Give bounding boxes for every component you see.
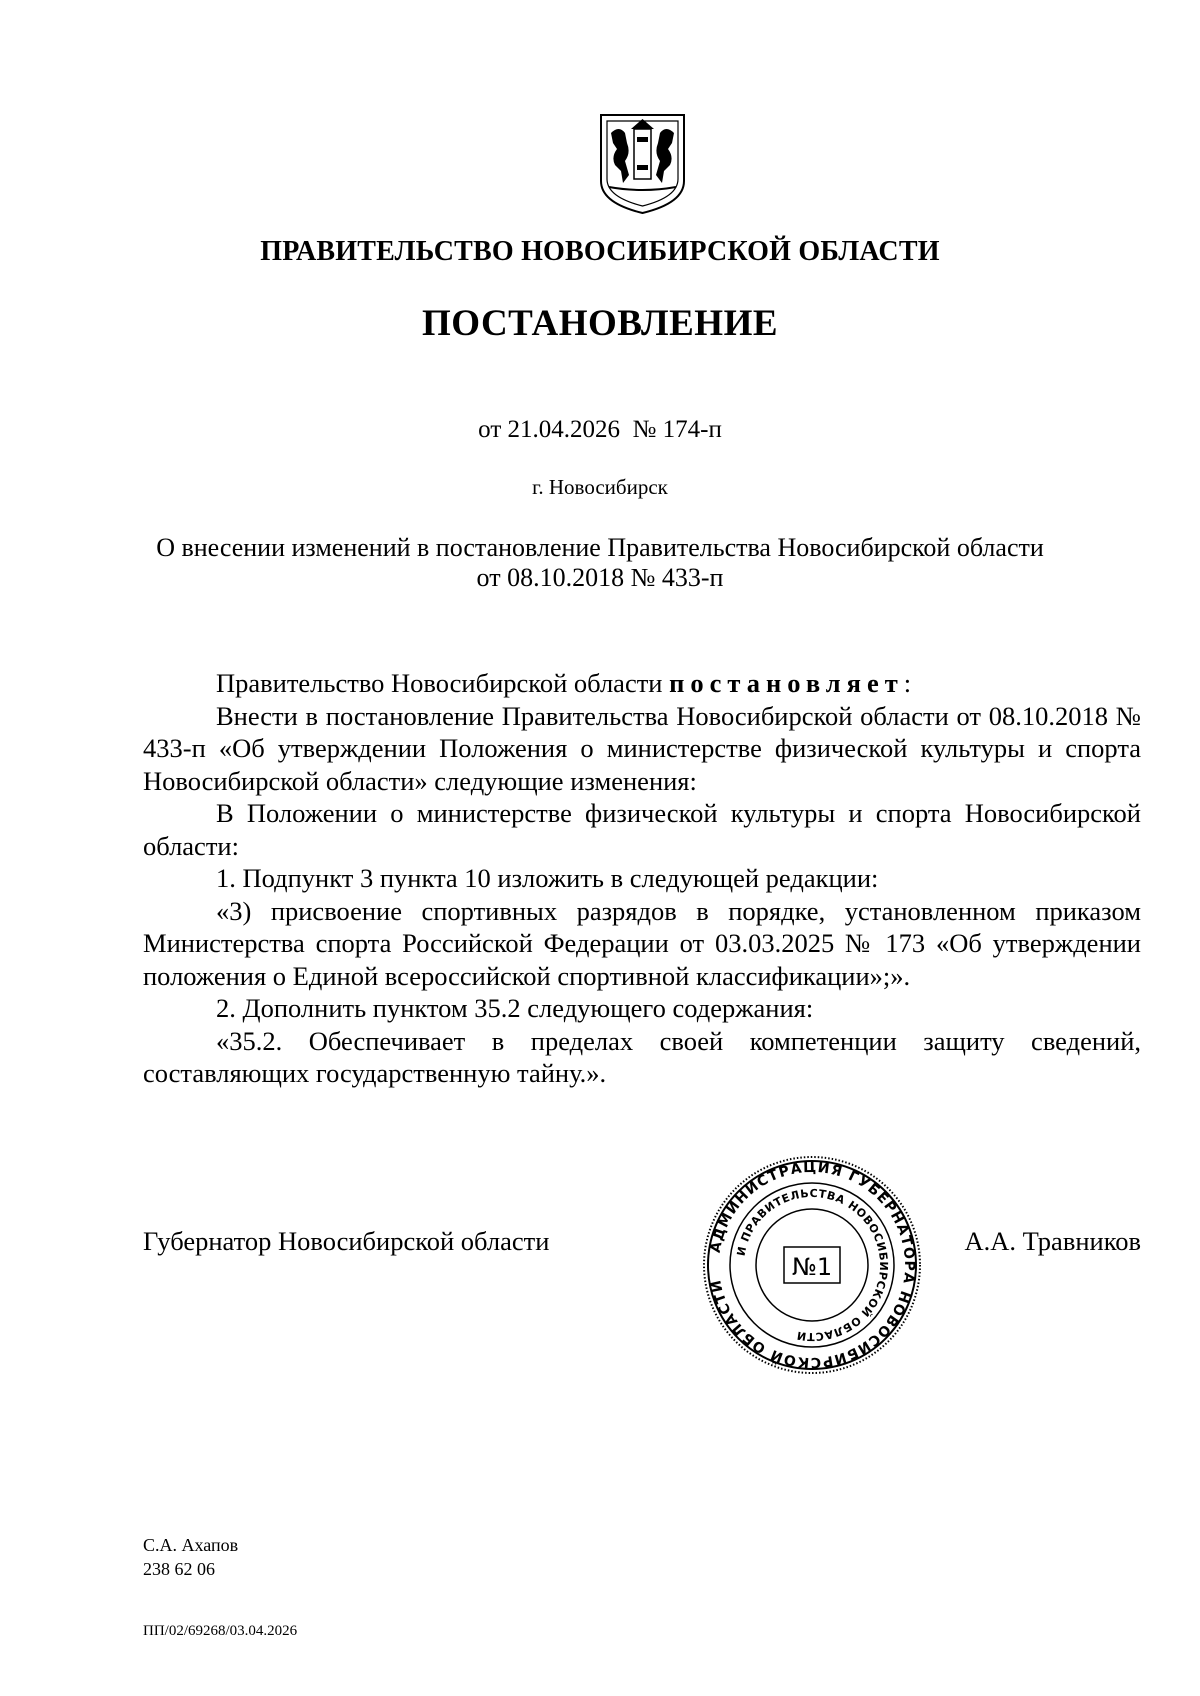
document-city: г. Новосибирск — [532, 475, 668, 499]
subject-line-2: от 08.10.2018 № 433-п — [476, 563, 724, 592]
paragraph-item-2: 2. Дополнить пунктом 35.2 следующего содержания: — [216, 993, 814, 1023]
document-type-title: ПОСТАНОВЛЕНИЕ — [421, 303, 779, 344]
registration-number: ПП/02/69268/03.04.2026 — [143, 1623, 298, 1639]
document-body — [143, 667, 1141, 1090]
subject-line-1: О внесении изменений в постановление Правительства Новосибирской области — [156, 533, 1044, 562]
resolves-word: постановляет — [669, 668, 904, 698]
paragraph-regulation: В Положении о министерстве физической культуры и спорта Новосибирской области: — [143, 798, 1141, 861]
resolution-preamble — [143, 667, 1141, 700]
executor-phone: 238 62 06 — [143, 1559, 215, 1579]
signatory-name: А.А. Травников — [964, 1226, 1141, 1256]
paragraph-amend: Внести в постановление Правительства Новосибирской области от 08.10.2018 № 433-п «Об утверждении Положения о министерстве физической культуры и спорта Новосибирской области» следующие изменения: — [143, 700, 1141, 796]
organization-title: ПРАВИТЕЛЬСТВО НОВОСИБИРСКОЙ ОБЛАСТИ — [260, 236, 940, 267]
seal-outer-text: АДМИНИСТРАЦИЯ ГУБЕРНАТОРА НОВОСИБИРСКОЙ ОБЛАСТИ — [707, 1159, 918, 1371]
seal-inner-text: И ПРАВИТЕЛЬСТВА НОВОСИБИРСКОЙ ОБЛАСТИ — [734, 1186, 891, 1344]
paragraph-item-2-text: «35.2. Обеспечивает в пределах своей компетенции защиту сведений, составляющих государственную тайну.». — [143, 1025, 1141, 1088]
coat-of-arms-icon — [597, 113, 688, 215]
document-subject — [150, 533, 1050, 593]
paragraph-item-1-text: «3) присвоение спортивных разрядов в порядке, установленном приказом Министерства спорта Российской Федерации от 03.03.2025 № 173 «Об утверждении положения о Единой всероссийской спортивной классификации»;». — [143, 895, 1141, 991]
document-date-number: от 21.04.2026 № 174-п — [478, 416, 722, 443]
preamble-text: Правительство Новосибирской области — [216, 668, 670, 698]
seal-center-number: №1 — [791, 1253, 833, 1281]
preamble-colon: : — [903, 668, 912, 698]
signatory-position: Губернатор Новосибирской области — [143, 1226, 550, 1256]
paragraph-item-1: 1. Подпункт 3 пункта 10 изложить в следующей редакции: — [216, 863, 879, 893]
executor-name: С.А. Ахапов — [143, 1535, 239, 1555]
official-seal — [702, 1155, 922, 1375]
